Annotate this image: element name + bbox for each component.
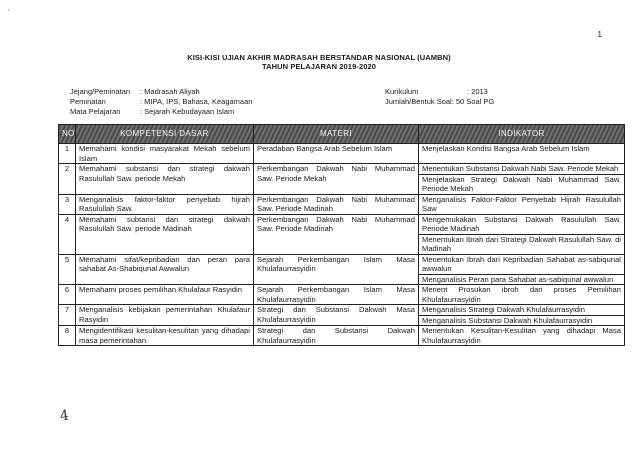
cell-no: 8 bbox=[59, 326, 76, 346]
table-row bbox=[59, 254, 625, 274]
meta-value: : 2013 bbox=[467, 87, 488, 96]
cell-materi: Sejarah Perkembangan Islam Masa Khulafaurrasyidin bbox=[254, 285, 419, 305]
header-indikator: INDIKATOR bbox=[419, 125, 625, 144]
cell-materi: Sejarah Perkembangan Islam Masa Khulafaurrasyidin bbox=[254, 254, 419, 285]
meta-row-mapel bbox=[70, 107, 252, 117]
kisi-kisi-table bbox=[58, 124, 625, 346]
header-kompetensi-dasar: KOMPETENSI DASAR bbox=[76, 125, 254, 144]
meta-label: Mata Pelajaran bbox=[70, 107, 121, 116]
cell-kd: Memahami substansi dan strategi dakwah Rasulullah Saw. periode Mekah bbox=[76, 164, 254, 195]
cell-kd: Memahami proses pemilihan Khulafaur Rasyidin bbox=[76, 285, 254, 305]
meta-label: Kurikulum bbox=[385, 87, 419, 96]
cell-no: 3 bbox=[59, 194, 76, 214]
table-row bbox=[59, 305, 625, 316]
meta-value: : Madrasah Aliyah bbox=[140, 87, 200, 96]
cell-materi: Peradaban Bangsa Arab Sebelum Islam bbox=[254, 144, 419, 164]
table-row bbox=[59, 144, 625, 164]
meta-right bbox=[385, 87, 495, 107]
meta-row-kurikulum bbox=[385, 87, 488, 97]
cell-no: 6 bbox=[59, 285, 76, 305]
page-number: 1 bbox=[597, 30, 602, 39]
cell-indikator: Menganalisis Substansi Dakwah Khulafaurrasyidin bbox=[419, 315, 625, 326]
cell-materi: Perkembangan Dakwah Nabi Muhammad Saw. Periode Madinah bbox=[254, 214, 419, 254]
table-row bbox=[59, 326, 625, 346]
meta-label: Jejang/Peminatan bbox=[70, 87, 131, 96]
cell-indikator: Menganalisis Peran para Sahabat as-sabiqunal awwalun bbox=[419, 274, 625, 285]
cell-indikator: Menentukan Substansi Dakwah Nabi Saw. Periode Mekah bbox=[419, 164, 625, 175]
cell-materi: Strategi dan Substansi Dakwah Khulafaurrasyidin bbox=[254, 326, 419, 346]
meta-value: : MIPA, IPS, Bahasa, Keagamaan bbox=[140, 97, 253, 106]
meta-row-jenjang bbox=[70, 87, 252, 97]
cell-no: 1 bbox=[59, 144, 76, 164]
meta-label: Peminatan bbox=[70, 97, 106, 106]
cell-kd: Memahami sifat/kepribadian dan peran para sahabat As-Shabiqunal Awwalun bbox=[76, 254, 254, 285]
cell-no: 4 bbox=[59, 214, 76, 254]
cell-kd: Memahami subtansi dan strategi dakwah Rasulullah Saw. periode Madinah bbox=[76, 214, 254, 254]
cell-materi: Perkembangan Dakwah Nabi Muhammad Saw. Periode Madinah bbox=[254, 194, 419, 214]
cell-indikator: Menganalisis Strategi Dakwah Khulafaurrasyidin bbox=[419, 305, 625, 316]
meta-row-peminatan bbox=[70, 97, 252, 107]
document-subtitle: TAHUN PELAJARAN 2019-2020 bbox=[261, 62, 377, 71]
table-row bbox=[59, 164, 625, 175]
cell-no: 2 bbox=[59, 164, 76, 195]
table-header-row bbox=[59, 125, 625, 144]
cell-no: 7 bbox=[59, 305, 76, 326]
document-title: KISI-KISI UJIAN AKHIR MADRASAH BERSTANDAR NASIONAL (UAMBN) bbox=[187, 53, 451, 62]
cell-indikator: Menganalisis Faktor-Faktor Penyebab Hijrah Rasulullah Saw bbox=[419, 194, 625, 214]
corner-mark: ' bbox=[8, 8, 10, 17]
cell-indikator: Menjelaskan Kondisi Bangsa Arab Sebelum Islam bbox=[419, 144, 625, 164]
cell-kd: Mengidentifikasi kesulitan-kesulitan yang dihadapi masa pemerintahan bbox=[76, 326, 254, 346]
table-row bbox=[59, 285, 625, 305]
handwritten-mark: 4 bbox=[58, 407, 70, 425]
cell-indikator: Menentukan Kesulitan-Kesulitan yang dihadapi Masa Khulafaurrasyidin bbox=[419, 326, 625, 346]
cell-materi: Strategi dan Substansi Dakwah Masa Khulafaurrasyidin bbox=[254, 305, 419, 326]
cell-kd: Menganalisis kebijakan pemerintahan Khulafaur Rasyidin bbox=[76, 305, 254, 326]
cell-materi: Perkembangan Dakwah Nabi Muhammad Saw. Periode Mekah bbox=[254, 164, 419, 195]
cell-kd: Menganalisis faktor-faktor penyebab hijrah Rasulullah Saw. bbox=[76, 194, 254, 214]
table-row bbox=[59, 214, 625, 234]
meta-value: : Sejarah Kebudayaan Islam bbox=[140, 107, 235, 116]
cell-no: 5 bbox=[59, 254, 76, 285]
header-materi: MATERI bbox=[254, 125, 419, 144]
header-no: NO bbox=[59, 125, 76, 144]
cell-kd: Memahami kondisi masyarakat Mekah sebelum Islam bbox=[76, 144, 254, 164]
meta-row-jumlah-soal: Jumlah/Bentuk Soal: 50 Soal PG bbox=[385, 97, 495, 106]
cell-indikator: Menentukan Ibrah dari Kepribadian Sahabat as-sabiqunal awwalun bbox=[419, 254, 625, 274]
table-row bbox=[59, 194, 625, 214]
meta-left bbox=[70, 87, 252, 117]
cell-indikator: Menjelaskan Strategi Dakwah Nabi Muhammad Saw. Periode Mekah bbox=[419, 174, 625, 194]
cell-indikator: Menent Prosukan ibroh dari proses Pemilihan Khulafaurrasyidin bbox=[419, 285, 625, 305]
cell-indikator: Menentukan Ibrah dari Strategi Dakwah Rasulullah Saw. di Madinah bbox=[419, 234, 625, 254]
cell-indikator: Mengemukakan Substansi Dakwah Rasulullah Saw. Periode Madinah bbox=[419, 214, 625, 234]
